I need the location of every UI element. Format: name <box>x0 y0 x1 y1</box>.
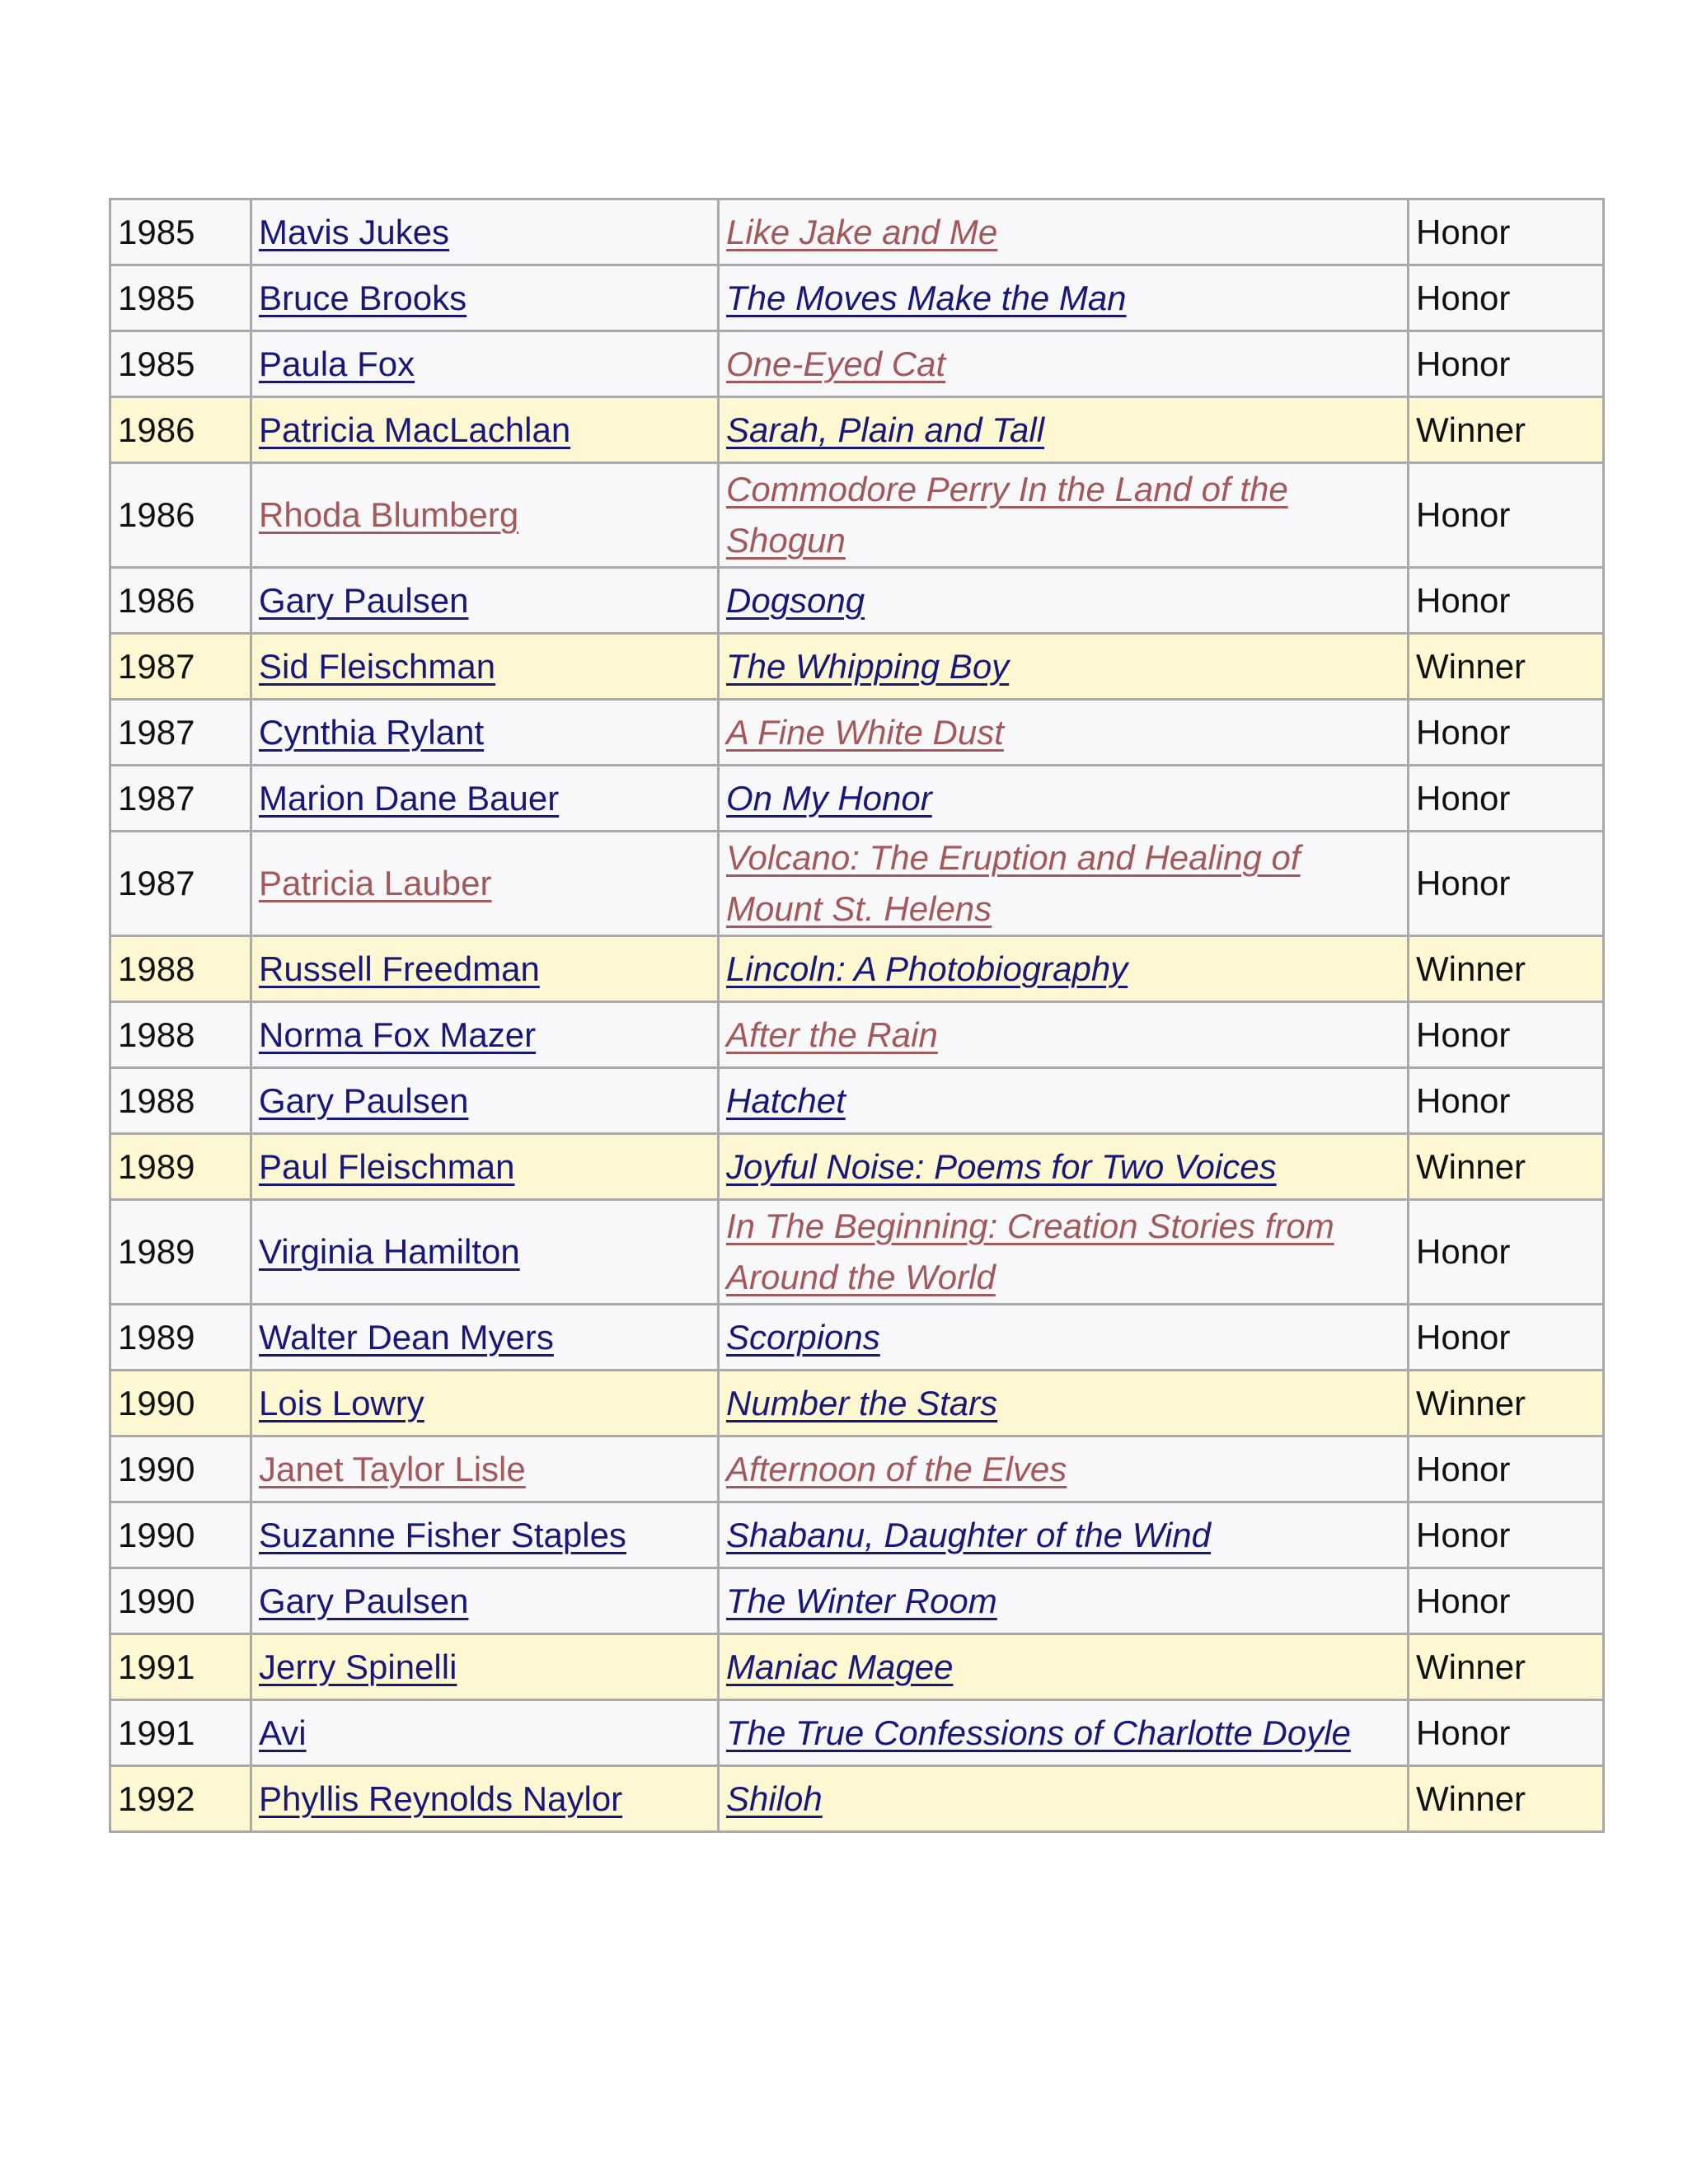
year-cell: 1989 <box>110 1134 251 1200</box>
table-row <box>110 700 1604 766</box>
year-cell: 1990 <box>110 1371 251 1436</box>
author-cell <box>251 1068 719 1134</box>
author-link[interactable]: Paul Fleischman <box>259 1146 515 1186</box>
year-cell: 1986 <box>110 397 251 463</box>
title-link[interactable]: The Whipping Boy <box>726 646 1010 686</box>
table-row <box>110 634 1604 700</box>
status-cell: Honor <box>1409 1436 1604 1502</box>
table-row <box>110 463 1604 568</box>
author-cell <box>251 568 719 634</box>
year-cell: 1987 <box>110 832 251 936</box>
author-link[interactable]: Paula Fox <box>259 344 415 383</box>
title-link[interactable]: One-Eyed Cat <box>726 344 946 383</box>
author-link[interactable]: Mavis Jukes <box>259 212 450 251</box>
author-link[interactable]: Patricia MacLachlan <box>259 410 571 449</box>
table-row <box>110 1200 1604 1305</box>
title-cell <box>719 265 1409 331</box>
year-cell: 1990 <box>110 1436 251 1502</box>
author-cell <box>251 1766 719 1832</box>
title-link[interactable]: Volcano: The Eruption and Healing of Mount St. Helens <box>726 838 1301 928</box>
title-cell <box>719 1002 1409 1068</box>
author-cell <box>251 832 719 936</box>
author-cell <box>251 1305 719 1371</box>
status-cell: Honor <box>1409 1305 1604 1371</box>
author-cell <box>251 634 719 700</box>
table-row <box>110 832 1604 936</box>
year-cell: 1988 <box>110 1068 251 1134</box>
status-cell: Honor <box>1409 1502 1604 1568</box>
status-cell: Honor <box>1409 463 1604 568</box>
title-cell <box>719 1134 1409 1200</box>
title-cell <box>719 1700 1409 1766</box>
author-cell <box>251 331 719 397</box>
table-row <box>110 1371 1604 1436</box>
table-row <box>110 936 1604 1002</box>
title-link[interactable]: Shiloh <box>726 1779 823 1818</box>
author-link[interactable]: Patricia Lauber <box>259 864 492 902</box>
author-link[interactable]: Suzanne Fisher Staples <box>259 1515 626 1554</box>
title-link[interactable]: Maniac Magee <box>726 1647 954 1686</box>
title-cell <box>719 634 1409 700</box>
author-link[interactable]: Rhoda Blumberg <box>259 495 519 534</box>
year-cell: 1991 <box>110 1700 251 1766</box>
title-link[interactable]: Dogsong <box>726 580 865 620</box>
table-row <box>110 1700 1604 1766</box>
author-link[interactable]: Avi <box>259 1713 307 1752</box>
author-cell <box>251 766 719 832</box>
author-link[interactable]: Virginia Hamilton <box>259 1232 520 1271</box>
year-cell: 1988 <box>110 1002 251 1068</box>
author-link[interactable]: Janet Taylor Lisle <box>259 1449 526 1488</box>
table-row <box>110 397 1604 463</box>
table-row <box>110 1068 1604 1134</box>
author-link[interactable]: Jerry Spinelli <box>259 1647 457 1686</box>
table-row <box>110 1766 1604 1832</box>
title-cell <box>719 463 1409 568</box>
title-cell <box>719 1068 1409 1134</box>
title-link[interactable]: Sarah, Plain and Tall <box>726 410 1045 449</box>
status-cell: Winner <box>1409 397 1604 463</box>
table-body <box>110 199 1604 1832</box>
title-link[interactable]: A Fine White Dust <box>726 712 1004 752</box>
status-cell: Winner <box>1409 1766 1604 1832</box>
table-row <box>110 1568 1604 1634</box>
title-cell <box>719 1436 1409 1502</box>
year-cell: 1985 <box>110 199 251 265</box>
title-link[interactable]: After the Rain <box>726 1015 938 1054</box>
author-cell <box>251 265 719 331</box>
title-cell <box>719 1634 1409 1700</box>
status-cell: Honor <box>1409 1200 1604 1305</box>
title-cell <box>719 700 1409 766</box>
year-cell: 1992 <box>110 1766 251 1832</box>
year-cell: 1985 <box>110 265 251 331</box>
author-cell <box>251 1568 719 1634</box>
status-cell: Honor <box>1409 568 1604 634</box>
status-cell: Winner <box>1409 1371 1604 1436</box>
year-cell: 1989 <box>110 1200 251 1305</box>
status-cell: Winner <box>1409 1634 1604 1700</box>
year-cell: 1987 <box>110 634 251 700</box>
author-link[interactable]: Norma Fox Mazer <box>259 1015 537 1054</box>
title-cell <box>719 1568 1409 1634</box>
author-cell <box>251 397 719 463</box>
title-cell <box>719 1305 1409 1371</box>
author-link[interactable]: Lois Lowry <box>259 1383 424 1422</box>
author-cell <box>251 700 719 766</box>
author-link[interactable]: Marion Dane Bauer <box>259 778 560 818</box>
author-cell <box>251 1502 719 1568</box>
author-cell <box>251 1002 719 1068</box>
title-link[interactable]: In The Beginning: Creation Stories from Around the World <box>726 1207 1334 1296</box>
title-link[interactable]: Like Jake and Me <box>726 212 998 251</box>
year-cell: 1988 <box>110 936 251 1002</box>
author-cell <box>251 1200 719 1305</box>
status-cell: Honor <box>1409 1700 1604 1766</box>
status-cell: Honor <box>1409 766 1604 832</box>
year-cell: 1990 <box>110 1502 251 1568</box>
title-cell <box>719 832 1409 936</box>
title-link[interactable]: Shabanu, Daughter of the Wind <box>726 1515 1212 1554</box>
author-link[interactable]: Walter Dean Myers <box>259 1317 554 1357</box>
title-link[interactable]: Afternoon of the Elves <box>726 1449 1067 1488</box>
title-cell <box>719 1371 1409 1436</box>
year-cell: 1986 <box>110 463 251 568</box>
title-cell <box>719 1200 1409 1305</box>
status-cell: Honor <box>1409 1068 1604 1134</box>
status-cell: Honor <box>1409 265 1604 331</box>
status-cell: Winner <box>1409 936 1604 1002</box>
table-row <box>110 1134 1604 1200</box>
table-row <box>110 568 1604 634</box>
table-row <box>110 265 1604 331</box>
status-cell: Honor <box>1409 832 1604 936</box>
title-cell <box>719 1766 1409 1832</box>
author-cell <box>251 1700 719 1766</box>
year-cell: 1987 <box>110 700 251 766</box>
table-row <box>110 199 1604 265</box>
status-cell: Honor <box>1409 199 1604 265</box>
table-row <box>110 1502 1604 1568</box>
author-cell <box>251 463 719 568</box>
author-cell <box>251 1436 719 1502</box>
table-row <box>110 1634 1604 1700</box>
author-link[interactable]: Sid Fleischman <box>259 646 496 686</box>
year-cell: 1989 <box>110 1305 251 1371</box>
title-link[interactable]: Joyful Noise: Poems for Two Voices <box>726 1146 1277 1186</box>
year-cell: 1986 <box>110 568 251 634</box>
status-cell: Honor <box>1409 1568 1604 1634</box>
title-link[interactable]: Lincoln: A Photobiography <box>726 949 1128 988</box>
author-link[interactable]: Gary Paulsen <box>259 1080 469 1120</box>
author-link[interactable]: Cynthia Rylant <box>259 712 485 752</box>
table-row <box>110 1436 1604 1502</box>
year-cell: 1990 <box>110 1568 251 1634</box>
award-table <box>109 198 1605 1833</box>
title-link[interactable]: The True Confessions of Charlotte Doyle <box>726 1713 1351 1752</box>
title-cell <box>719 397 1409 463</box>
title-link[interactable]: Hatchet <box>726 1080 846 1120</box>
status-cell: Winner <box>1409 1134 1604 1200</box>
title-link[interactable]: Scorpions <box>726 1317 880 1357</box>
author-link[interactable]: Gary Paulsen <box>259 580 469 620</box>
year-cell: 1991 <box>110 1634 251 1700</box>
status-cell: Honor <box>1409 331 1604 397</box>
title-cell <box>719 331 1409 397</box>
status-cell: Honor <box>1409 1002 1604 1068</box>
table-row <box>110 1305 1604 1371</box>
author-cell <box>251 199 719 265</box>
title-cell <box>719 936 1409 1002</box>
title-cell <box>719 766 1409 832</box>
author-cell <box>251 1634 719 1700</box>
title-link[interactable]: The Winter Room <box>726 1581 997 1620</box>
title-cell <box>719 568 1409 634</box>
status-cell: Honor <box>1409 700 1604 766</box>
year-cell: 1987 <box>110 766 251 832</box>
year-cell: 1985 <box>110 331 251 397</box>
title-link[interactable]: The Moves Make the Man <box>726 278 1127 317</box>
author-cell <box>251 936 719 1002</box>
title-link[interactable]: Number the Stars <box>726 1383 998 1422</box>
author-link[interactable]: Bruce Brooks <box>259 278 467 317</box>
status-cell: Winner <box>1409 634 1604 700</box>
table-row <box>110 1002 1604 1068</box>
table-row <box>110 766 1604 832</box>
title-link[interactable]: Commodore Perry In the Land of the Shogun <box>726 470 1288 560</box>
author-cell <box>251 1371 719 1436</box>
author-link[interactable]: Russell Freedman <box>259 949 540 988</box>
author-link[interactable]: Gary Paulsen <box>259 1581 469 1620</box>
title-cell <box>719 1502 1409 1568</box>
title-link[interactable]: On My Honor <box>726 778 932 818</box>
author-link[interactable]: Phyllis Reynolds Naylor <box>259 1779 623 1818</box>
author-cell <box>251 1134 719 1200</box>
table-row <box>110 331 1604 397</box>
title-cell <box>719 199 1409 265</box>
